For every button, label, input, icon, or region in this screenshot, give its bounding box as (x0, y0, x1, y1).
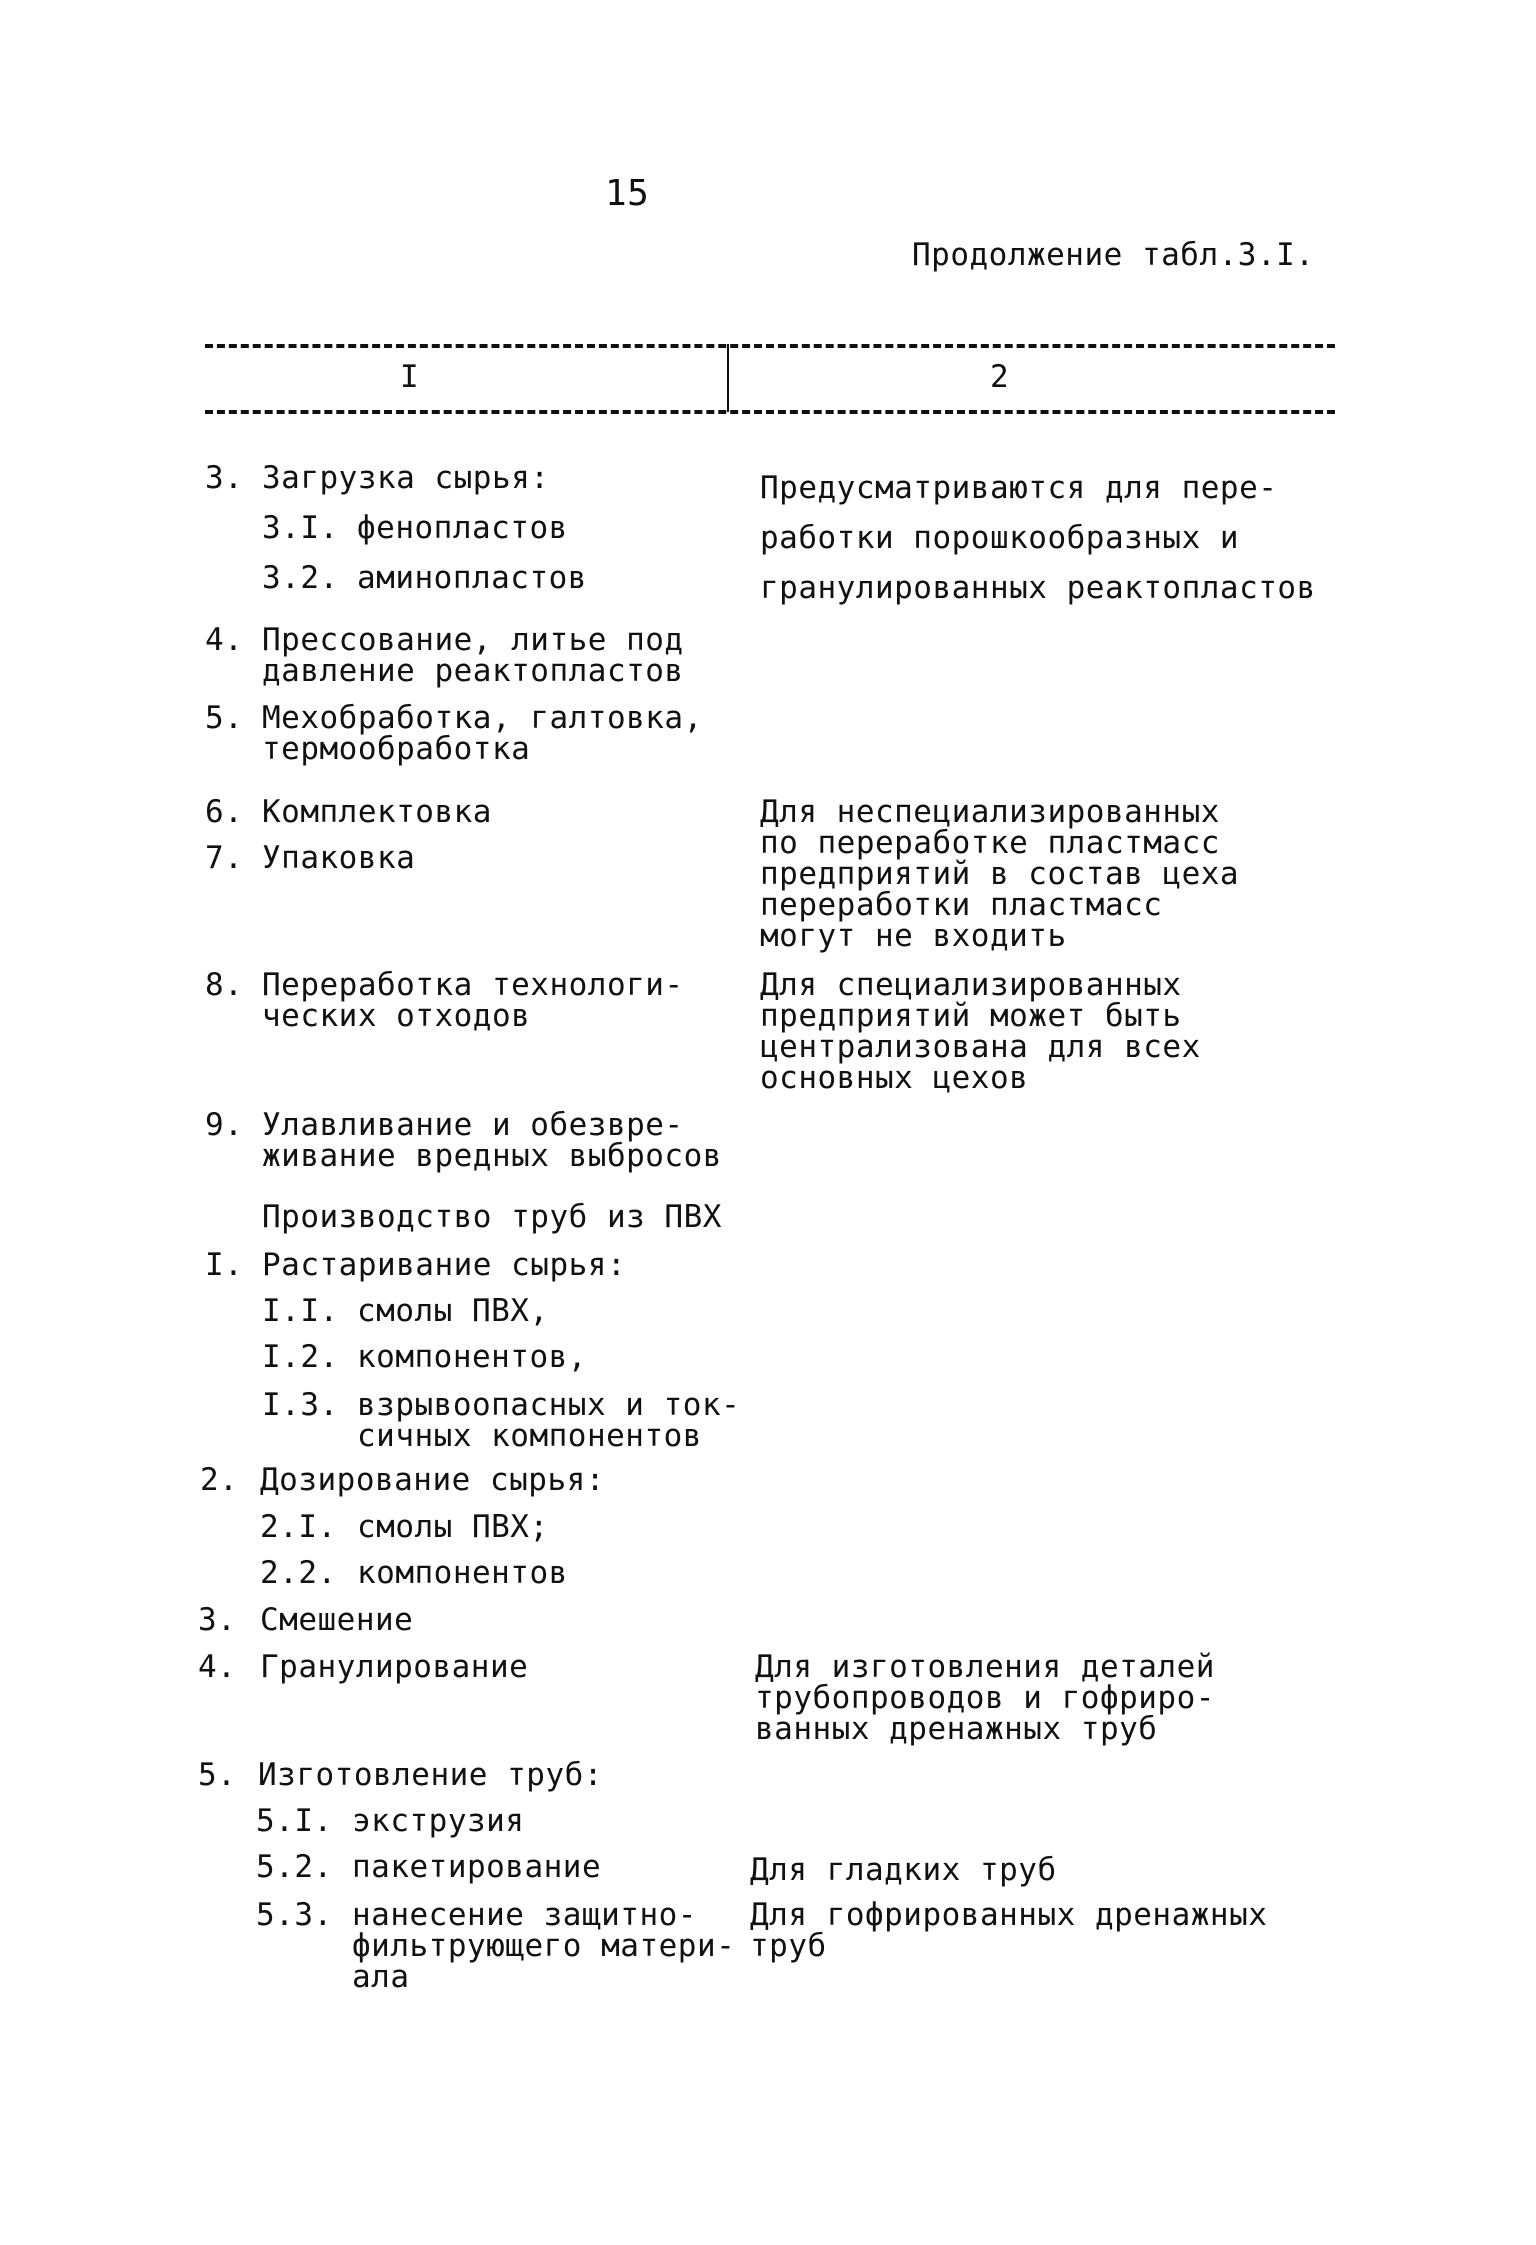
item-number: I.2. (262, 1339, 339, 1375)
item-number: 2.I. (260, 1509, 337, 1545)
item-text: пакетирование (352, 1849, 602, 1885)
page-number: 15 (605, 173, 650, 214)
item-number: 2.2. (260, 1555, 337, 1591)
item-number: 8. (205, 967, 244, 1003)
item-number: 2. (200, 1462, 239, 1498)
item-text: Мехобработка, галтовка, термообработка (262, 700, 703, 767)
item-text: Гранулирование (260, 1649, 529, 1685)
item-text: Комплектовка (262, 794, 492, 830)
item-text: взрывоопасных и ток- сичных компонентов (357, 1387, 741, 1454)
item-text: Загрузка сырья: (262, 460, 550, 496)
item-text: экструзия (352, 1803, 525, 1839)
item-text: Растаривание сырья: (262, 1247, 627, 1283)
note-text: Для гофрированных дренажных труб (750, 1897, 1268, 1964)
item-text: Смешение (260, 1602, 414, 1638)
item-number: 5.2. (256, 1849, 333, 1885)
item-number: I. (205, 1247, 244, 1283)
column-1-header: I (400, 359, 420, 395)
item-number: I.3. (262, 1387, 339, 1423)
section-title: Производство труб из ПВХ (262, 1199, 722, 1235)
item-text: Упаковка (262, 840, 416, 876)
item-number: 7. (205, 840, 244, 876)
item-text: смолы ПВХ; (357, 1509, 549, 1545)
item-number: 9. (205, 1107, 244, 1143)
note-text: Для изготовления деталей трубопроводов и гофриро- ванных дренажных труб (755, 1649, 1215, 1747)
note-text: Для специализированных предприятий может быть централизована для всех основных цехов (760, 967, 1201, 1096)
item-number: 4. (205, 622, 244, 658)
item-number: 5.I. (256, 1803, 333, 1839)
column-2-header: 2 (990, 359, 1010, 395)
note-text: Предусматриваются для пере- работки порошкообразных и гранулированных реактопластов (760, 470, 1316, 606)
item-number: 3. (205, 460, 244, 496)
item-number: 4. (198, 1649, 237, 1685)
table-header-bottom-rule (205, 410, 1335, 414)
note-text: Для неспециализированных по переработке пластмасс предприятий в состав цеха переработки пластмасс могут не входить (760, 794, 1240, 954)
item-number: 5.3. (256, 1897, 333, 1933)
table-continuation-caption: Продолжение табл.3.I. (912, 237, 1315, 273)
item-text: нанесение защитно- фильтрующего матери- ала (352, 1897, 736, 1995)
item-number: 3.I. (262, 510, 339, 546)
item-text: Дозирование сырья: (260, 1462, 605, 1498)
item-text: Прессование, литье под давление реактопластов (262, 622, 684, 689)
item-number: 5. (205, 700, 244, 736)
table-top-rule (205, 344, 1335, 348)
item-number: 3.2. (262, 560, 339, 596)
item-number: 5. (198, 1757, 237, 1793)
item-text: компонентов, (357, 1339, 587, 1375)
note-text: Для гладких труб (750, 1852, 1057, 1888)
item-number: 6. (205, 794, 244, 830)
item-text: аминопластов (357, 560, 587, 596)
item-number: I.I. (262, 1293, 339, 1329)
item-number: 3. (198, 1602, 237, 1638)
item-text: компонентов (357, 1555, 568, 1591)
item-text: фенопластов (357, 510, 568, 546)
item-text: Изготовление труб: (258, 1757, 603, 1793)
item-text: Переработка технологи- ческих отходов (262, 967, 684, 1034)
item-text: смолы ПВХ, (357, 1293, 549, 1329)
table-header-divider (727, 344, 729, 412)
item-text: Улавливание и обезвре- живание вредных выбросов (262, 1107, 722, 1174)
